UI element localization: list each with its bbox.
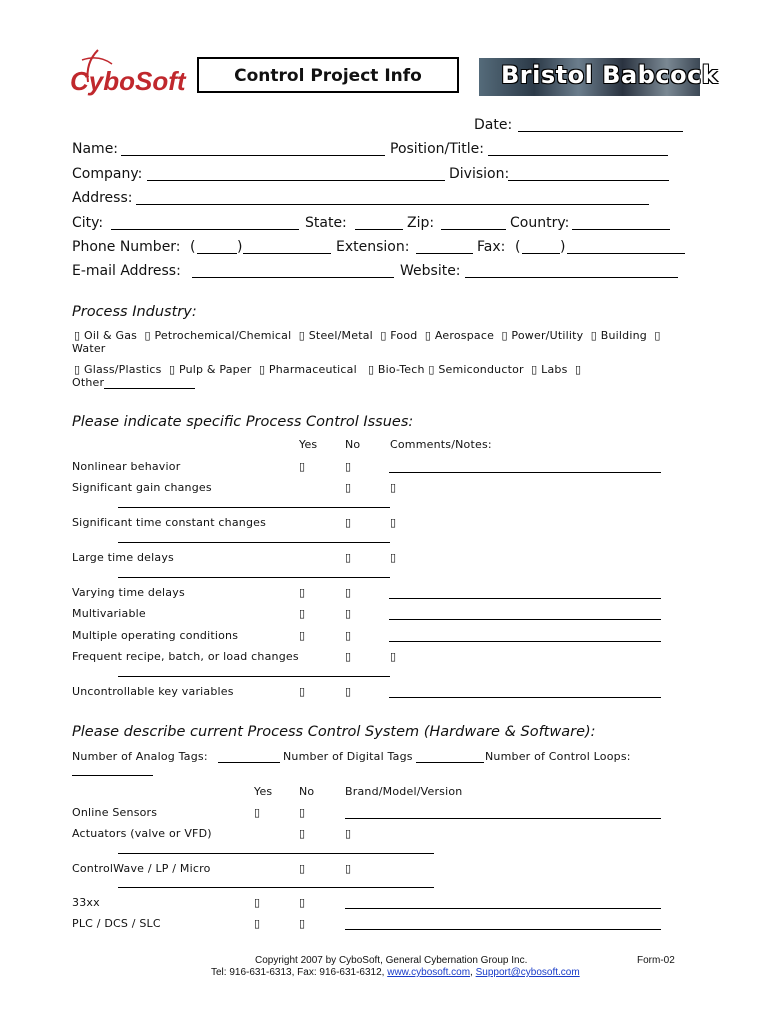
brand-field[interactable] (118, 853, 434, 854)
bristol-babcock-logo: Bristol Babcock (479, 58, 700, 96)
issues-col-yes: Yes (299, 438, 318, 451)
country-field[interactable] (572, 229, 670, 230)
country-label: Country: (510, 215, 570, 231)
checkbox-aerospace[interactable]: ▯ (424, 329, 432, 342)
industry-label: Aerospace (434, 329, 495, 342)
date-field[interactable] (518, 131, 683, 132)
other-industry-field[interactable] (104, 388, 195, 389)
email-field[interactable] (192, 277, 394, 278)
industry-label: Building (600, 329, 647, 342)
checkbox-power-utility[interactable]: ▯ (501, 329, 508, 342)
position-field[interactable] (488, 155, 668, 156)
checkbox-yes[interactable]: ▯ (345, 650, 352, 663)
system-col-no: No (299, 785, 315, 798)
checkbox-water[interactable]: ▯ (654, 329, 661, 342)
industry-heading: Process Industry: (72, 304, 197, 320)
industry-row-1 (74, 329, 661, 342)
address-field[interactable] (136, 204, 649, 205)
extension-label: Extension: (336, 239, 410, 255)
zip-field[interactable] (441, 229, 506, 230)
issue-label: Nonlinear behavior (72, 460, 181, 473)
issues-heading: Please indicate specific Process Control Issues: (72, 414, 414, 430)
company-label: Company: (72, 166, 143, 182)
issues-col-notes: Comments/Notes: (390, 438, 492, 451)
system-label: PLC / DCS / SLC (72, 917, 161, 930)
checkbox-no[interactable]: ▯ (299, 917, 306, 930)
system-label: ControlWave / LP / Micro (72, 862, 211, 875)
checkbox-yes[interactable]: ▯ (345, 551, 352, 564)
brand-field[interactable] (345, 818, 661, 819)
checkbox-building[interactable]: ▯ (590, 329, 598, 342)
control-loops-label: Number of Control Loops: (485, 750, 631, 763)
phone-area-field[interactable] (197, 253, 237, 254)
checkbox-no[interactable]: ▯ (299, 806, 306, 819)
address-label: Address: (72, 190, 133, 206)
checkbox-yes[interactable]: ▯ (345, 481, 352, 494)
footer-phone-fax: Tel: 916-631-6313, Fax: 916-631-6312, (211, 967, 385, 978)
issues-col-no: No (345, 438, 361, 451)
checkbox-yes[interactable]: ▯ (254, 896, 261, 909)
extension-field[interactable] (416, 253, 473, 254)
industry-label: Semiconductor (438, 363, 524, 376)
checkbox-no[interactable]: ▯ (390, 481, 397, 494)
brand-field[interactable] (345, 908, 661, 909)
checkbox-oil-gas[interactable]: ▯ (74, 329, 81, 342)
checkbox-no[interactable]: ▯ (390, 551, 397, 564)
phone-open-paren: ( (190, 239, 196, 255)
checkbox-yes[interactable]: ▯ (299, 827, 306, 840)
fax-close-paren: ) (560, 239, 566, 255)
fax-open-paren: ( (515, 239, 521, 255)
system-col-brand: Brand/Model/Version (345, 785, 463, 798)
checkbox-yes[interactable]: ▯ (254, 806, 261, 819)
checkbox-yes[interactable]: ▯ (299, 629, 306, 642)
website-link[interactable]: www.cybosoft.com (387, 967, 471, 978)
industry-row-2 (74, 363, 581, 376)
page-title: Control Project Info (234, 66, 422, 86)
industry-label: Pharmaceutical (268, 363, 357, 376)
email-label: E-mail Address: (72, 263, 181, 279)
checkbox-pulp-paper[interactable]: ▯ (168, 363, 176, 376)
name-label: Name: (72, 141, 119, 157)
system-label: 33xx (72, 896, 100, 909)
checkbox-steel-metal[interactable]: ▯ (298, 329, 306, 342)
checkbox-no[interactable]: ▯ (345, 862, 352, 875)
notes-field[interactable] (389, 598, 661, 599)
notes-field[interactable] (118, 577, 390, 578)
division-label: Division: (449, 166, 510, 182)
checkbox-bio-tech[interactable]: ▯ (367, 363, 375, 376)
title-box (197, 57, 459, 93)
industry-label: Power/Utility (511, 329, 584, 342)
control-loops-field[interactable] (72, 775, 153, 776)
notes-field[interactable] (389, 619, 661, 620)
notes-field[interactable] (389, 472, 661, 473)
checkbox-labs[interactable]: ▯ (531, 363, 538, 376)
checkbox-yes[interactable]: ▯ (345, 516, 352, 529)
city-field[interactable] (111, 229, 299, 230)
checkbox-no[interactable]: ▯ (390, 516, 397, 529)
industry-label-other: Other (72, 376, 105, 389)
industry-label: Food (390, 329, 418, 342)
system-heading: Please describe current Process Control System (Hardware & Software): (72, 724, 596, 740)
checkbox-no[interactable]: ▯ (345, 629, 352, 642)
issue-label: Large time delays (72, 551, 174, 564)
notes-field[interactable] (389, 641, 661, 642)
system-label: Actuators (valve or VFD) (72, 827, 212, 840)
fax-area-field[interactable] (522, 253, 560, 254)
notes-field[interactable] (389, 697, 661, 698)
industry-label: Steel/Metal (308, 329, 373, 342)
issue-label: Significant gain changes (72, 481, 212, 494)
checkbox-no[interactable]: ▯ (345, 685, 352, 698)
issue-label: Frequent recipe, batch, or load changes (72, 650, 299, 663)
checkbox-semiconductor[interactable]: ▯ (428, 363, 435, 376)
zip-label: Zip: (407, 215, 435, 231)
fax-label: Fax: (477, 239, 506, 255)
issue-label: Significant time constant changes (72, 516, 267, 529)
form-id: Form-02 (637, 955, 675, 966)
cybosoft-logo (68, 48, 186, 100)
checkbox-no[interactable]: ▯ (345, 460, 352, 473)
checkbox-yes[interactable]: ▯ (299, 586, 306, 599)
checkbox-yes[interactable]: ▯ (299, 607, 306, 620)
division-field[interactable] (508, 180, 669, 181)
checkbox-no[interactable]: ▯ (345, 827, 352, 840)
footer-copyright: Copyright 2007 by CyboSoft, General Cybernation Group Inc. (255, 955, 528, 966)
industry-label: Glass/Plastics (83, 363, 162, 376)
fax-number-field[interactable] (567, 253, 685, 254)
checkbox-no[interactable]: ▯ (390, 650, 397, 663)
notes-field[interactable] (118, 676, 390, 677)
phone-label: Phone Number: (72, 239, 181, 255)
checkbox-food[interactable]: ▯ (380, 329, 387, 342)
industry-label-water: Water (72, 342, 106, 355)
industry-label: Petrochemical/Chemical (154, 329, 292, 342)
digital-tags-field[interactable] (416, 762, 484, 763)
svg-text:CyboSoft: CyboSoft (70, 66, 186, 96)
analog-tags-label: Number of Analog Tags: (72, 750, 208, 763)
support-email-link[interactable]: Support@cybosoft.com (475, 967, 580, 978)
checkbox-yes[interactable]: ▯ (299, 460, 306, 473)
industry-label: Oil & Gas (83, 329, 138, 342)
issue-label: Multiple operating conditions (72, 629, 239, 642)
brand-field[interactable] (118, 887, 434, 888)
footer-contact: Tel: 916-631-6313, Fax: 916-631-6312, www.cybosoft.com, Support@cybosoft.com (211, 967, 580, 978)
industry-label: Pulp & Paper (178, 363, 252, 376)
checkbox-pharmaceutical[interactable]: ▯ (258, 363, 266, 376)
state-label: State: (305, 215, 347, 231)
checkbox-other[interactable]: ▯ (574, 363, 582, 376)
analog-tags-field[interactable] (218, 762, 280, 763)
checkbox-yes[interactable]: ▯ (299, 862, 306, 875)
checkbox-glass-plastics[interactable]: ▯ (74, 363, 81, 376)
city-label: City: (72, 215, 104, 231)
system-col-yes: Yes (254, 785, 273, 798)
checkbox-yes[interactable]: ▯ (254, 917, 261, 930)
notes-field[interactable] (118, 507, 390, 508)
company-field[interactable] (147, 180, 445, 181)
checkbox-petrochemical[interactable]: ▯ (144, 329, 151, 342)
issue-label: Varying time delays (72, 586, 185, 599)
industry-label: Labs (541, 363, 568, 376)
phone-close-paren: ) (237, 239, 243, 255)
checkbox-no[interactable]: ▯ (299, 896, 306, 909)
date-label: Date: (474, 117, 513, 133)
checkbox-yes[interactable]: ▯ (299, 685, 306, 698)
system-label: Online Sensors (72, 806, 158, 819)
website-field[interactable] (465, 277, 678, 278)
issue-label: Uncontrollable key variables (72, 685, 234, 698)
digital-tags-label: Number of Digital Tags (283, 750, 413, 763)
checkbox-no[interactable]: ▯ (345, 586, 352, 599)
issue-label: Multivariable (72, 607, 146, 620)
position-label: Position/Title: (390, 141, 484, 157)
name-field[interactable] (121, 155, 385, 156)
state-field[interactable] (355, 229, 403, 230)
website-label: Website: (400, 263, 461, 279)
checkbox-no[interactable]: ▯ (345, 607, 352, 620)
notes-field[interactable] (118, 542, 390, 543)
brand-field[interactable] (345, 929, 661, 930)
phone-number-field[interactable] (243, 253, 331, 254)
industry-label: Bio-Tech (377, 363, 425, 376)
